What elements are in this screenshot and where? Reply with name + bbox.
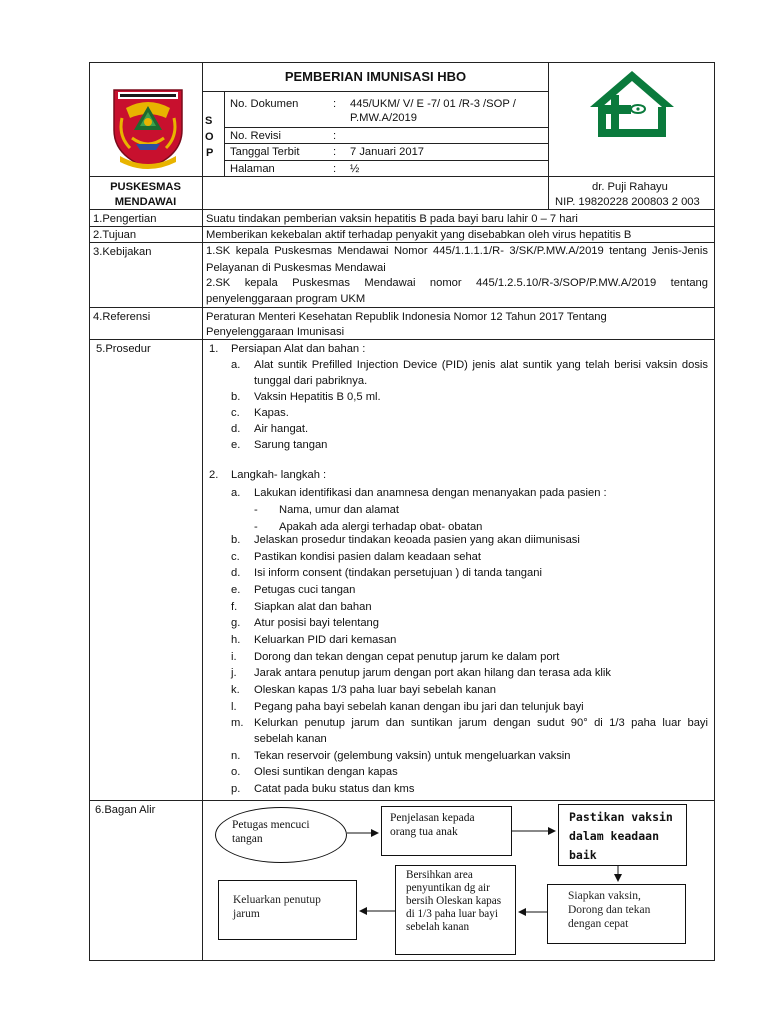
divider (89, 209, 715, 210)
puskesmas-logo (584, 67, 680, 143)
row-label-referensi: 4.Referensi (93, 311, 151, 323)
flow-node: Keluarkan penutup jarum (218, 880, 357, 940)
org-name: PUSKESMAS (110, 181, 181, 193)
meta-value-no-dokumen-cont: P.MW.A/2019 (350, 112, 417, 124)
list-item-key: k. (231, 683, 240, 696)
row-text-tujuan: Memberikan kekebalan aktif terhadap penyakit yang disebabkan oleh virus hepatitis B (206, 229, 632, 241)
list-item-key: e. (231, 438, 241, 451)
list-item-key: c. (231, 406, 240, 419)
list-item-text: Isi inform consent (tindakan persetujuan ) di tanda tangani (254, 567, 542, 580)
list-item-text: Sarung tangan (254, 438, 328, 451)
list-item-text: Pegang paha bayi sebelah kanan dengan ibu jari dan telunjuk bayi (254, 700, 584, 713)
sop-letter: S (205, 115, 213, 127)
divider (89, 242, 715, 243)
list-item-key: f. (231, 600, 238, 613)
list-item-key: g. (231, 617, 241, 630)
signer-nip: NIP. 19820228 200803 2 003 (555, 196, 700, 208)
list-item-key: e. (231, 583, 241, 596)
sop-letter: O (205, 131, 214, 143)
list-item-text: Catat pada buku status dan kms (254, 783, 415, 795)
org-name: MENDAWAI (114, 196, 177, 208)
kebijakan-line: Pelayanan di Puskesmas Mendawai (206, 262, 386, 274)
flow-node: Siapkan vaksin, Dorong dan tekan dengan cepat (547, 884, 686, 944)
meta-value-tanggal-terbit: 7 Januari 2017 (350, 146, 425, 158)
row-label-tujuan: 2.Tujuan (93, 229, 137, 241)
row-label-bagan-alir: 6.Bagan Alir (95, 804, 156, 816)
document-title: PEMBERIAN IMUNISASI HBO (284, 69, 467, 84)
list-item-key: j. (231, 667, 237, 680)
list-item-key: a. (231, 359, 241, 371)
step-number: 1. (209, 343, 219, 355)
meta-sep: : (333, 163, 337, 175)
referensi-line: Peraturan Menteri Kesehatan Republik Indonesia Nomor 12 Tahun 2017 Tentang (206, 311, 607, 323)
list-item-text: Atur posisi bayi telentang (254, 617, 380, 630)
meta-value-halaman: ½ (350, 163, 360, 175)
divider (89, 307, 715, 308)
list-item-text: Tekan reservoir (gelembung vaksin) untuk mengeluarkan vaksin (254, 749, 571, 762)
list-item-key: n. (231, 749, 241, 762)
list-item-text: Pastikan kondisi pasien dalam keadaan sehat (254, 550, 482, 563)
divider (89, 339, 715, 340)
list-item-key: h. (231, 633, 241, 646)
flow-node: Bersihkan area penyuntikan dg air bersih Oleskan kapas di 1/3 paha luar bayi sebelah kanan (395, 865, 516, 955)
sub-item-dash: - (254, 503, 258, 516)
list-item-key: o. (231, 766, 241, 779)
meta-sep: : (333, 130, 337, 142)
divider (224, 160, 549, 161)
signer-name: dr. Puji Rahayu (592, 181, 668, 193)
kebijakan-line: penyelenggaraan program UKM (206, 293, 366, 305)
list-item-key: a. (231, 487, 241, 499)
divider (89, 176, 715, 177)
list-item-text: Jelaskan prosedur tindakan keoada pasien yang akan diimunisasi (254, 534, 580, 546)
list-item-text: Alat suntik Prefilled Injection Device (PID) jenis alat suntik yang telah berisi vaksin dosis (254, 358, 708, 371)
list-item-key: l. (231, 700, 237, 713)
list-item-text: Air hangat. (254, 422, 309, 435)
list-item-key: i. (231, 650, 237, 663)
divider (224, 91, 225, 176)
list-item-key: p. (231, 783, 241, 795)
divider (89, 800, 715, 801)
divider (202, 91, 549, 92)
table-border-top (89, 62, 715, 63)
list-item-text: Kelurkan penutup jarum dan suntikan jarum dengan sudut 90° di 1/3 paha luar bayi (254, 716, 708, 729)
step-number: 2. (209, 469, 219, 481)
row-label-pengertian: 1.Pengertian (93, 213, 157, 225)
row-text-pengertian: Suatu tindakan pemberian vaksin hepatitis B pada bayi baru lahir 0 – 7 hari (206, 213, 578, 225)
list-item-key: c. (231, 550, 240, 563)
meta-sep: : (333, 146, 337, 158)
referensi-line: Penyelenggaraan Imunisasi (206, 326, 345, 338)
meta-label-no-revisi: No. Revisi (230, 130, 281, 142)
table-border-right (714, 62, 715, 961)
divider (202, 209, 203, 961)
meta-value-no-dokumen: 445/UKM/ V/ E -7/ 01 /R-3 /SOP / (350, 98, 516, 110)
flow-node: Penjelasan kepada orang tua anak (381, 806, 512, 856)
meta-label-halaman: Halaman (230, 163, 275, 175)
list-item-text: Kapas. (254, 406, 289, 419)
divider (224, 143, 549, 144)
meta-sep: : (333, 98, 337, 110)
list-item-text: tunggal dari pabriknya. (254, 374, 368, 387)
step-title: Persiapan Alat dan bahan : (231, 343, 366, 355)
sop-letter: P (206, 147, 214, 159)
list-item-text: Siapkan alat dan bahan (254, 600, 372, 613)
list-item-key: b. (231, 534, 241, 546)
meta-label-no-dokumen: No. Dokumen (230, 98, 299, 110)
list-item-text: Olesi suntikan dengan kapas (254, 766, 398, 779)
meta-label-tanggal-terbit: Tanggal Terbit (230, 146, 300, 158)
list-item-text: Vaksin Hepatitis B 0,5 ml. (254, 390, 381, 403)
list-item-text: Petugas cuci tangan (254, 583, 356, 596)
sub-item-dash: - (254, 520, 258, 533)
regional-emblem-logo (106, 78, 190, 170)
list-item-key: m. (231, 717, 244, 730)
row-label-kebijakan: 3.Kebijakan (93, 246, 152, 258)
flow-node-start: Petugas mencuci tangan (215, 807, 347, 863)
divider (548, 62, 549, 209)
list-item-key: b. (231, 390, 241, 403)
list-item-key: d. (231, 567, 241, 580)
table-border-bottom (89, 960, 715, 961)
divider (202, 62, 203, 209)
kebijakan-line: 1.SK kepala Puskesmas Mendawai Nomor 445/1.1.1.1/R- 3/SK/P.MW.A/2019 tentang Jenis-Jenis (206, 245, 708, 257)
list-item-text: Keluarkan PID dari kemasan (254, 633, 397, 646)
list-item-text: sebelah kanan (254, 733, 327, 746)
list-item-text: Oleskan kapas 1/3 paha luar bayi sebelah kanan (254, 683, 496, 696)
divider (89, 226, 715, 227)
list-item-text: Dorong dan tekan dengan cepat penutup jarum ke dalam port (254, 650, 560, 663)
list-item-text: Lakukan identifikasi dan anamnesa dengan menanyakan pada pasien : (254, 487, 607, 499)
flow-node: Pastikan vaksin dalam keadaan baik (558, 804, 687, 866)
divider (224, 127, 549, 128)
list-item-key: d. (231, 422, 241, 435)
row-label-prosedur: 5.Prosedur (96, 343, 151, 355)
kebijakan-line: 2.SK kepala Puskesmas Mendawai nomor 445/1.2.5.10/R-3/SOP/P.MW.A/2019 tentang (206, 277, 708, 289)
sub-item-text: Nama, umur dan alamat (279, 503, 400, 516)
step-title: Langkah- langkah : (231, 469, 327, 481)
list-item-text: Jarak antara penutup jarum dengan port akan hilang dan terasa ada klik (254, 667, 611, 680)
sub-item-text: Apakah ada alergi terhadap obat- obatan (279, 520, 483, 533)
